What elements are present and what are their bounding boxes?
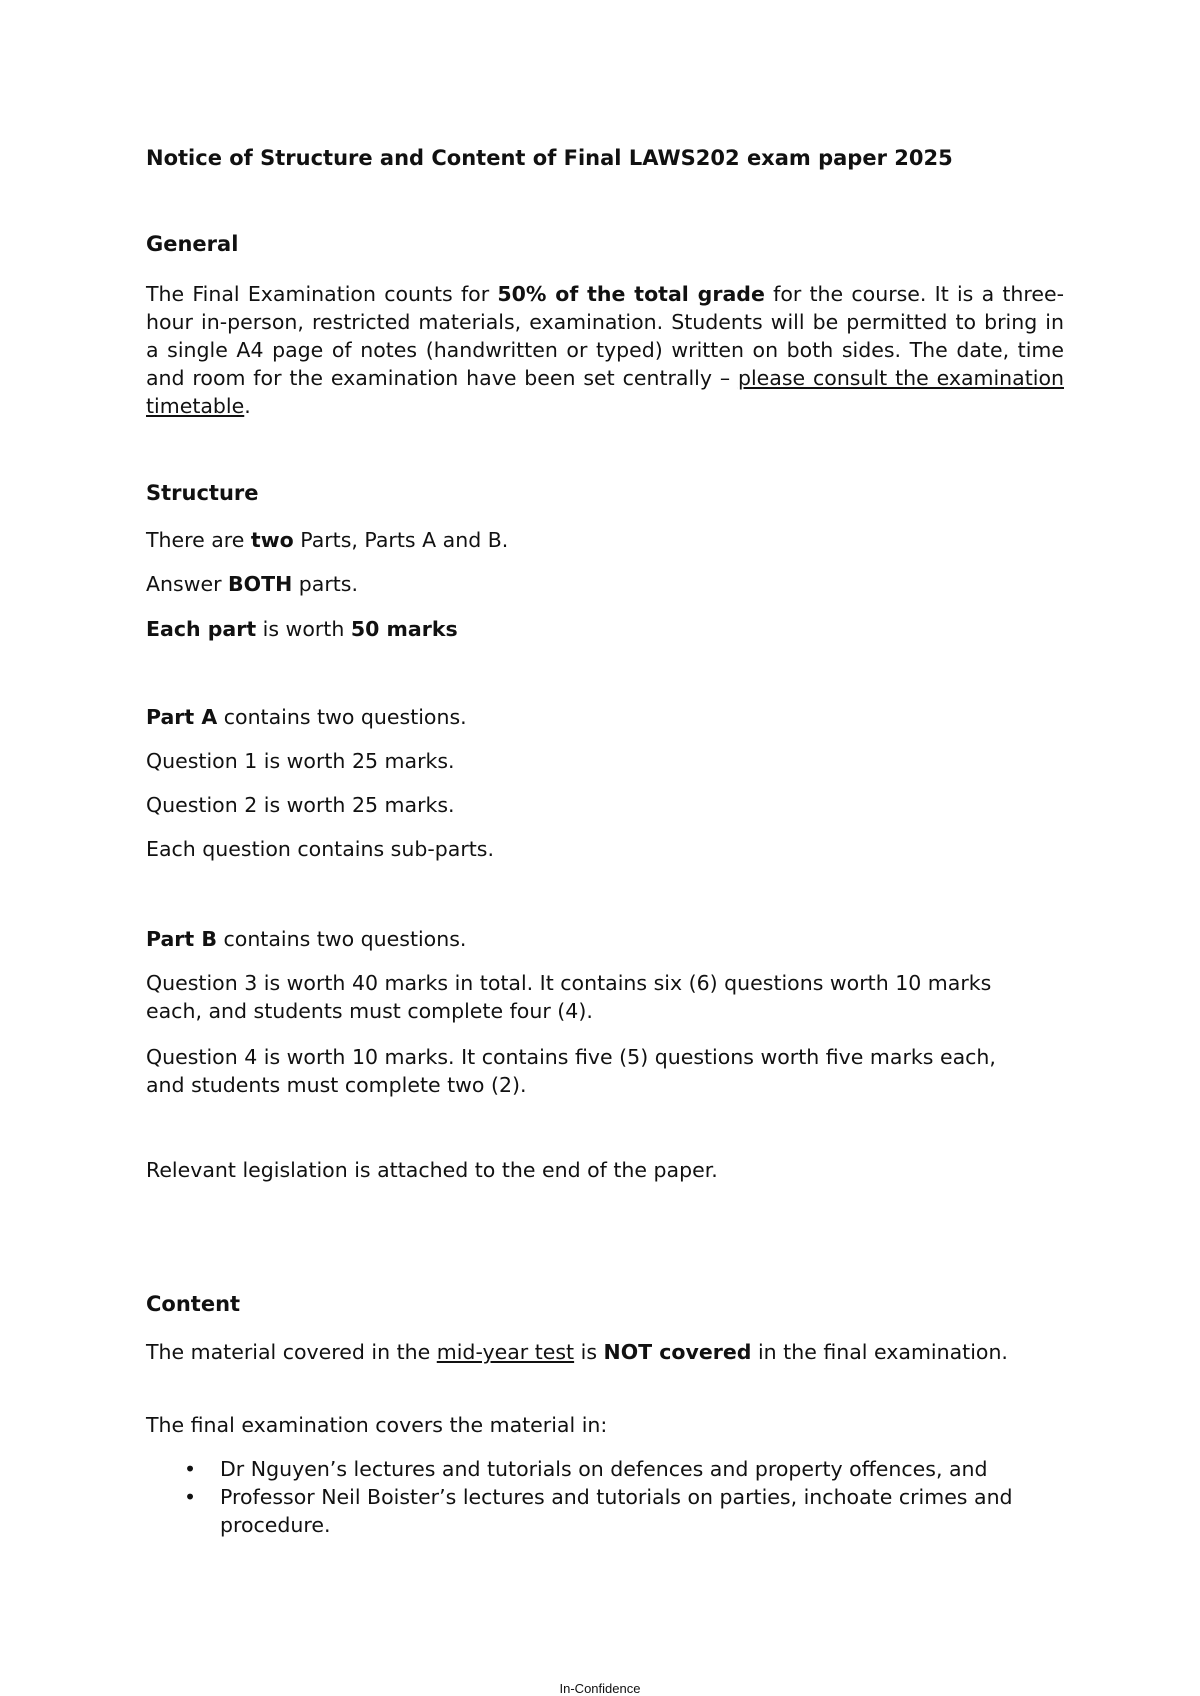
- part-b-question-3: Question 3 is worth 40 marks in total. It contains six (6) questions worth 10 marks each, and students must complete four (4).: [146, 971, 992, 1023]
- mid-year-test-link[interactable]: mid-year test: [436, 1340, 575, 1364]
- general-text-1: The Final Examination counts for: [146, 282, 498, 306]
- content-paragraph-1: The material covered in the mid-year test is NOT covered in the final examination.: [146, 1340, 1008, 1364]
- part-a-question-1: Question 1 is worth 25 marks.: [146, 749, 455, 773]
- structure-line-2: Answer BOTH parts.: [146, 572, 358, 596]
- general-bold: 50% of the total grade: [497, 282, 765, 306]
- general-text-2: for the course. It is a three-hour in-person, restricted materials, examination. Students will be permitted to bring in a single A4 page of notes (handwritten or typed) written on both sides. The date, time and room for the examination have been set centrally –: [146, 282, 1065, 390]
- list-item: • Dr Nguyen’s lectures and tutorials on defences and property offences, and: [184, 1457, 988, 1481]
- part-a-subparts: Each question contains sub-parts.: [146, 837, 494, 861]
- part-a-intro: Part A contains two questions.: [146, 705, 467, 729]
- content-heading: Content: [146, 1292, 241, 1316]
- bullet-icon: •: [184, 1457, 197, 1481]
- document-title: Notice of Structure and Content of Final LAWS202 exam paper 2025: [146, 146, 953, 170]
- general-heading: General: [146, 232, 239, 256]
- bullet-icon: •: [184, 1485, 197, 1509]
- timetable-link[interactable]: please consult the examination timetable: [146, 366, 1064, 418]
- structure-heading: Structure: [146, 481, 259, 505]
- structure-line-1: There are two Parts, Parts A and B.: [146, 528, 509, 552]
- list-item: • Professor Neil Boister’s lectures and tutorials on parties, inchoate crimes and procedure.: [184, 1485, 1013, 1537]
- structure-line-3: Each part is worth 50 marks: [146, 617, 458, 641]
- part-a-question-2: Question 2 is worth 25 marks.: [146, 793, 455, 817]
- content-bullet-list: [146, 1455, 1064, 1539]
- part-b-question-4: Question 4 is worth 10 marks. It contains five (5) questions worth five marks each, and students must complete two (2).: [146, 1045, 996, 1097]
- general-text-end: .: [244, 394, 251, 418]
- legislation-note: Relevant legislation is attached to the end of the paper.: [146, 1158, 718, 1182]
- content-paragraph-2: The final examination covers the material in:: [146, 1413, 608, 1437]
- part-b-intro: Part B contains two questions.: [146, 927, 467, 951]
- general-paragraph: [146, 280, 1064, 420]
- page-footer: In-Confidence: [559, 1681, 641, 1696]
